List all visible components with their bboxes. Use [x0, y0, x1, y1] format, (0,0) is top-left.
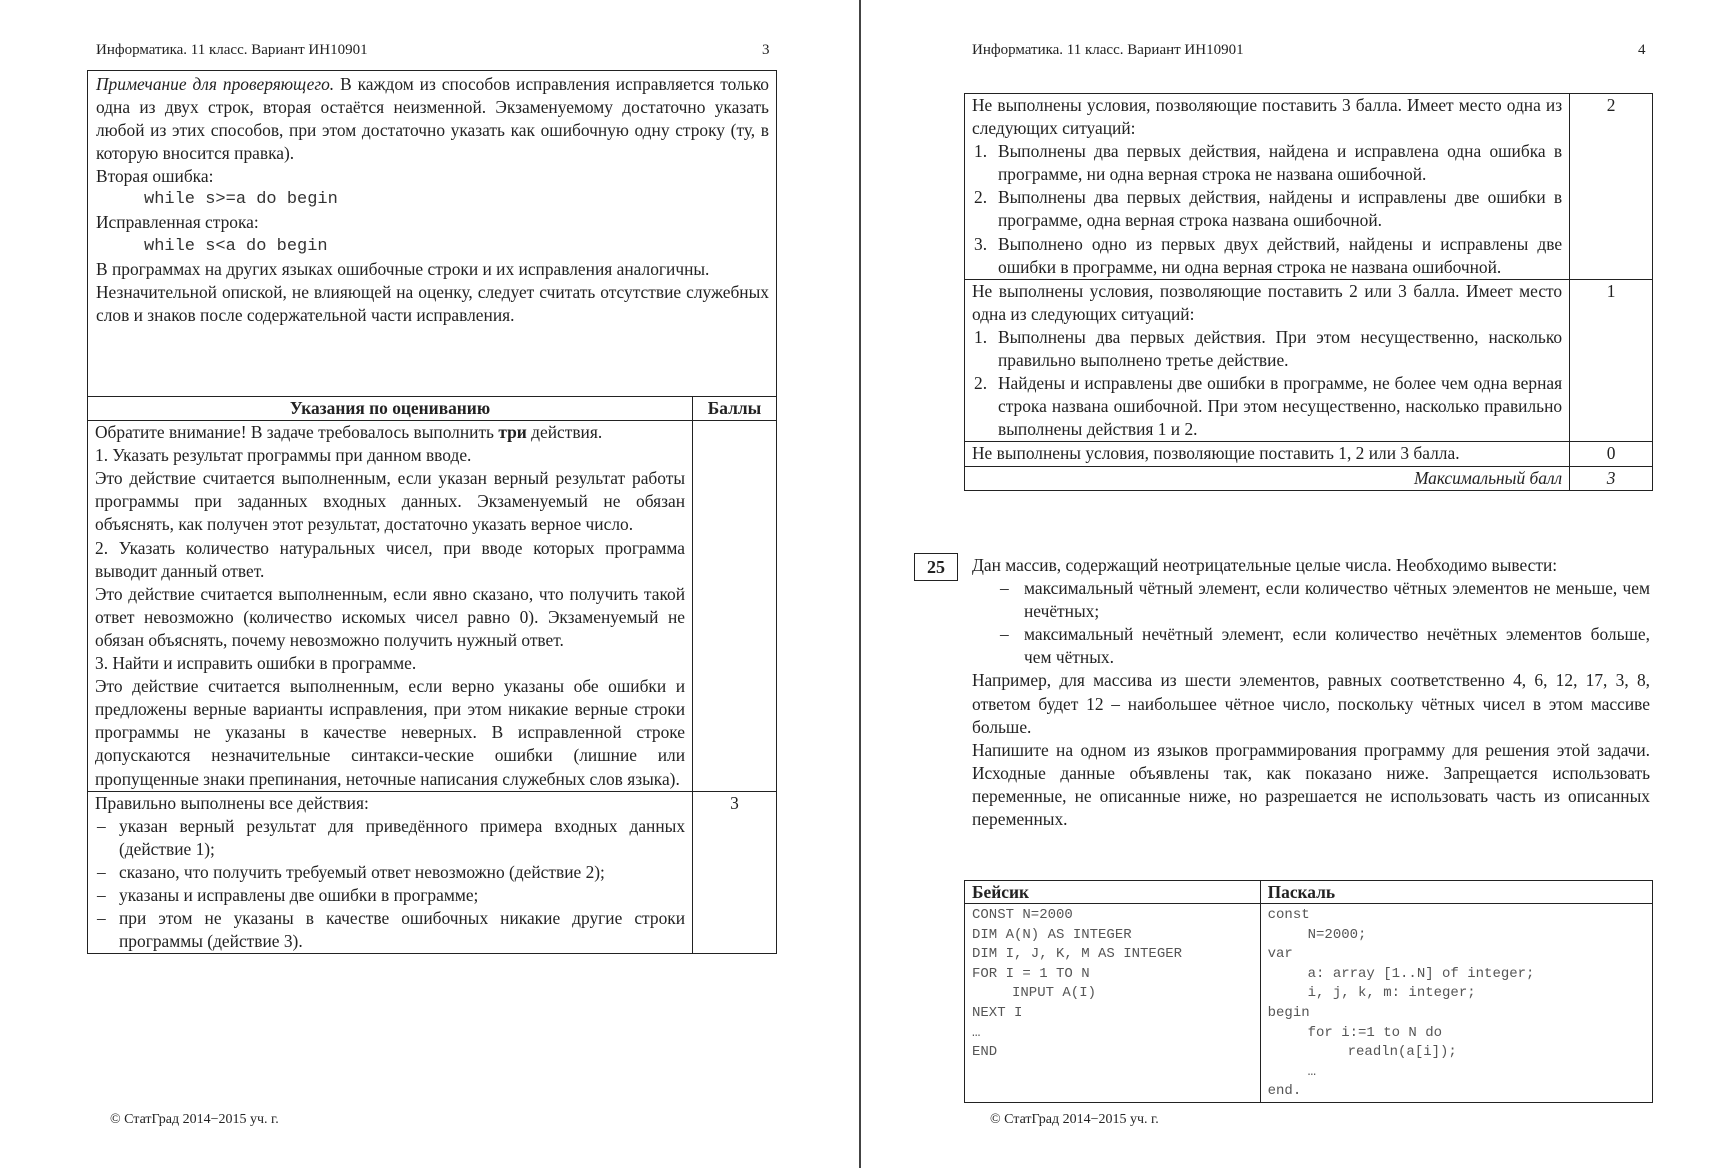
code-table [964, 880, 1653, 1103]
note-intro: Примечание для проверяющего. В каждом из способов исправления исправляется только одна из двух строк, вторая остаётся неизменной. Экзаменуемому достаточно указать любой из этих способов, при этом достаточно указать как ошибочную одну строку (ту, в которую вносится правка). [96, 74, 769, 164]
row1-intro: Не выполнены условия, позволяющие поставить 2 или 3 балла. Имеет место одна из следующих ситуаций: [972, 280, 1563, 324]
list-item: 1. Выполнены два первых действия. При этом несущественно, насколько правильно выполнено третье действие. [974, 326, 1563, 371]
criteria-max-row [965, 466, 1653, 490]
criteria-header-row [88, 397, 777, 421]
col-basic: Бейсик [965, 881, 1261, 904]
code-line: INPUT A(I) [1012, 985, 1097, 1002]
row3-score: 3 [693, 791, 777, 954]
code-line: i, j, k, m: integer; [1307, 985, 1476, 1002]
code-line: a: array [1..N] of integer; [1307, 965, 1535, 982]
task-example: Например, для массива из шести элементов, равных соответственно 4, 6, 12, 17, 3, 8, ответом будет 12 – наибольшее чётное число, поскольку чётных чисел в этом массиве больше. [972, 670, 1650, 737]
page-number: 3 [762, 42, 770, 58]
step3-title: 3. Найти и исправить ошибки в программе. [95, 653, 417, 674]
page-number: 4 [1638, 42, 1646, 58]
pascal-code [1260, 904, 1652, 1103]
criteria-row-score-2 [965, 94, 1653, 280]
code-header-row [965, 881, 1653, 904]
task-text [972, 554, 1650, 831]
criteria-row-score-1 [965, 279, 1653, 442]
code-line: FOR I = 1 TO N [972, 965, 1090, 982]
list-item: – при этом не указаны в качестве ошибочных никакие другие строки программы (действие 3). [95, 907, 685, 953]
step3-text: Это действие считается выполненным, если верно указаны обе ошибки и предложены верные варианты исправления, при этом никакие верные строки программы не указаны в качестве неверных. В исправленной строке допускаются незначительные синтакси-ческие ошибки (лишние или пропущенные знаки препинания, неточные написания служебных слов языка). [95, 676, 686, 789]
code-line: readln(a[i]); [1347, 1044, 1457, 1061]
typo-note: Незначительной опиской, не влияющей на оценку, следует считать отсутствие служебных слов и знаков после содержательной части исправления. [96, 281, 769, 325]
task-conditions [972, 577, 1650, 669]
code-line: for i:=1 to N do [1307, 1024, 1443, 1041]
code-line: begin [1267, 1004, 1310, 1021]
code-line: DIM A(N) AS INTEGER [972, 926, 1132, 943]
row2-intro: Не выполнены условия, позволяющие поставить 3 балла. Имеет место одна из следующих ситуаций: [972, 95, 1563, 139]
list-item: – указаны и исправлены две ошибки в программе; [95, 884, 685, 907]
step2-title: 2. Указать количество натуральных чисел, при вводе которых программа выводит данный ответ. [95, 537, 686, 581]
fixed-line-code: while s<a do begin [144, 236, 328, 256]
note-box [87, 70, 777, 398]
task-instructions: Напишите на одном из языков программирования программу для решения этой задачи. Исходные данные объявлены так, как показано ниже. Запрещается использовать переменные, не описанные ниже, но разрешается не использовать часть из описанных переменных. [972, 739, 1650, 830]
page-right [862, 0, 1718, 1168]
row3-list [95, 815, 685, 954]
attention-text: Обратите внимание! В задаче требовалось выполнить три действия. [95, 422, 603, 443]
page-divider [859, 0, 861, 1168]
list-item: – сказано, что получить требуемый ответ невозможно (действие 2); [95, 861, 685, 884]
row2-list [972, 140, 1562, 279]
step2-text: Это действие считается выполненным, если явно сказано, что получить такой ответ невозможно (количество искомых чисел равно 0). Экзаменуемый не обязан объяснять, почему невозможно получить нужный ответ. [95, 583, 686, 650]
code-line: N=2000; [1307, 926, 1367, 943]
criteria-table-left [87, 396, 777, 954]
col-points: Баллы [693, 397, 777, 421]
code-line: … [1307, 1063, 1317, 1080]
row3-intro: Правильно выполнены все действия: [95, 792, 369, 813]
criteria-table-right [964, 93, 1653, 491]
list-item: 3. Выполнено одно из первых двух действий, найдены и исправлены две ошибки в программе, ни одна верная строка не названа ошибочной. [974, 233, 1563, 277]
code-line: END [972, 1044, 998, 1061]
col-pascal: Паскаль [1260, 881, 1652, 904]
code-line: CONST N=2000 [972, 907, 1073, 923]
col-instructions: Указания по оцениванию [88, 397, 693, 421]
list-item: – указан верный результат для приведённого примера входных данных (действие 1); [95, 815, 685, 861]
task-intro: Дан массив, содержащий неотрицательные целые числа. Необходимо вывести: [972, 555, 1558, 575]
step1-text: Это действие считается выполненным, если указан верный результат работы программы при заданных входных данных. Экзаменуемый не обязан объяснять, как получен этот результат, достаточно указать верное число. [95, 468, 686, 535]
row0-score: 0 [1570, 442, 1653, 466]
row1-score: 1 [1570, 279, 1653, 442]
fixed-line-label: Исправленная строка: [96, 212, 259, 233]
list-item: 2. Найдены и исправлены две ошибки в программе, не более чем одна верная строка названа ошибочной. При этом несущественно, насколько правильно выполнены действия 1 и 2. [974, 373, 1563, 440]
list-item: – максимальный чётный элемент, если количество чётных элементов не меньше, чем нечётных; [972, 577, 1650, 623]
row2-score: 2 [1570, 94, 1653, 280]
list-item: – максимальный нечётный элемент, если количество нечётных элементов больше, чем чётных. [972, 623, 1650, 669]
max-label: Максимальный балл [965, 466, 1570, 490]
criteria-row-score-0 [965, 442, 1653, 466]
other-languages-note: В программах на других языках ошибочные строки и их исправления аналогичны. [96, 258, 710, 279]
code-line: NEXT I [972, 1004, 1023, 1021]
page-footer: © СтатГрад 2014−2015 уч. г. [110, 1112, 279, 1127]
page-header: Информатика. 11 класс. Вариант ИН10901 [972, 42, 1244, 58]
basic-code [965, 904, 1261, 1103]
list-item: 2. Выполнены два первых действия, найдены и исправлены две ошибки в программе, одна верная строка названа ошибочной. [974, 187, 1563, 231]
code-line: end. [1267, 1083, 1302, 1100]
second-error-label: Вторая ошибка: [96, 166, 214, 187]
second-error-code: while s>=a do begin [144, 190, 338, 210]
step1-title: 1. Указать результат программы при данном вводе. [95, 445, 472, 466]
page-footer: © СтатГрад 2014−2015 уч. г. [990, 1112, 1159, 1127]
task-number: 25 [914, 553, 958, 581]
list-item: 1. Выполнены два первых действия, найдена и исправлена одна ошибка в программе, ни одна верная строка не названа ошибочной. [974, 141, 1563, 185]
row0-text: Не выполнены условия, позволяющие поставить 1, 2 или 3 балла. [965, 442, 1570, 466]
criteria-steps-row [88, 421, 777, 792]
criteria-row-score-3 [88, 791, 777, 954]
row1-list [972, 326, 1562, 441]
code-line: DIM I, J, K, M AS INTEGER [972, 946, 1183, 963]
page-header: Информатика. 11 класс. Вариант ИН10901 [96, 42, 368, 58]
max-score: 3 [1570, 466, 1653, 490]
code-line: var [1267, 946, 1293, 963]
code-line: … [972, 1024, 981, 1041]
code-line: const [1267, 907, 1310, 923]
code-row [965, 904, 1653, 1103]
